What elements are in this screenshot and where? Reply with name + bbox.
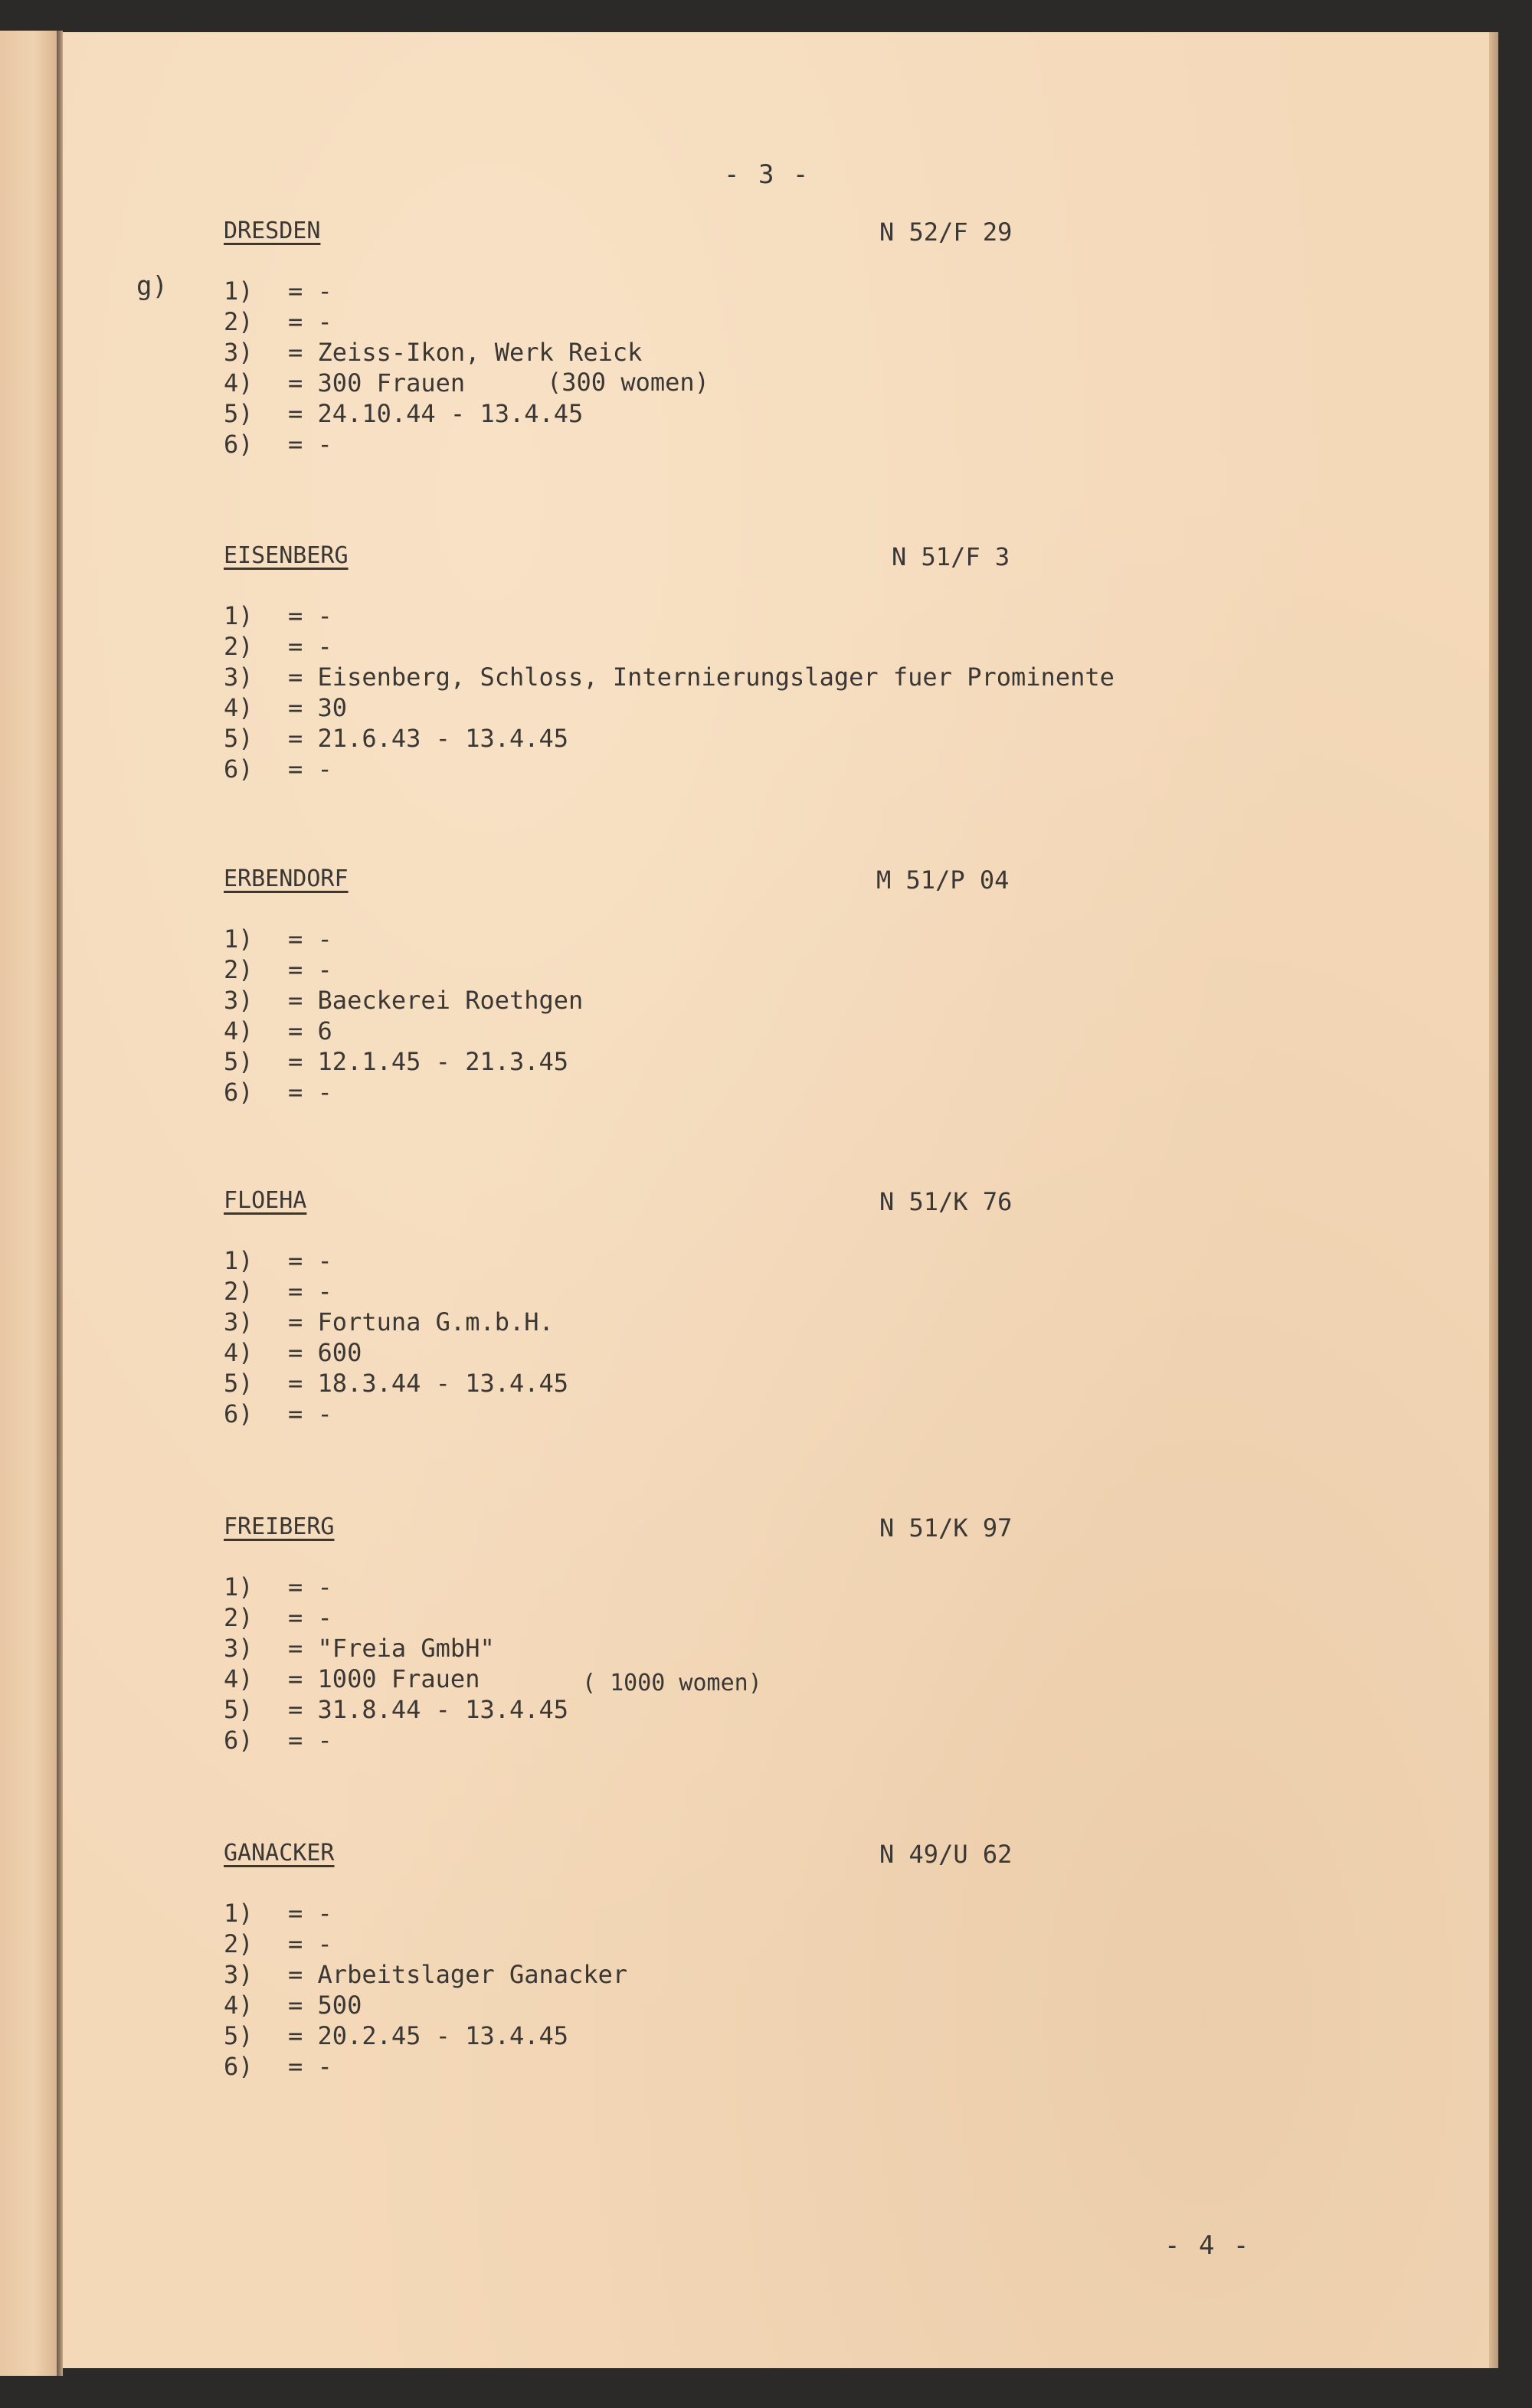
list-item: 1) = - [224, 1899, 332, 1928]
list-item: 4) = 600 [224, 1338, 362, 1367]
section-marker: g) [136, 271, 168, 302]
list-item: 3) = "Freia GmbH" [224, 1634, 495, 1663]
previous-page-edge [0, 31, 57, 2376]
list-item: 1) = - [224, 1246, 332, 1275]
item-list [224, 924, 583, 1107]
list-item: 6) = - [224, 1078, 332, 1107]
page-edge [1489, 32, 1498, 2368]
place-name: FREIBERG [224, 1513, 335, 1540]
list-item: 2) = - [224, 1277, 332, 1306]
item-list [224, 1245, 568, 1429]
list-item: 6) = - [224, 2052, 332, 2081]
translation-note: (300 women) [547, 368, 709, 397]
map-reference: N 51/F 3 [892, 542, 1010, 571]
list-item: 1) = - [224, 276, 332, 306]
list-item: 1) = - [224, 601, 332, 630]
list-item: 3) = Zeiss-Ikon, Werk Reick [224, 338, 643, 367]
map-reference: N 52/F 29 [879, 218, 1013, 247]
list-item: 6) = - [224, 754, 332, 784]
list-item: 6) = - [224, 430, 332, 459]
list-item: 3) = Eisenberg, Schloss, Internierungslager fuer Prominente [224, 663, 1115, 692]
list-item: 5) = 12.1.45 - 21.3.45 [224, 1047, 569, 1076]
list-item: 4) = 6 [224, 1016, 332, 1045]
page-number: - 3 - [724, 159, 810, 190]
catchword: - 4 - [1164, 2230, 1251, 2261]
list-item: 6) = - [224, 1726, 332, 1755]
place-name: FLOEHA [224, 1187, 307, 1214]
list-item: 4) = 30 [224, 693, 348, 722]
list-item: 6) = - [224, 1399, 332, 1428]
map-reference: N 51/K 97 [879, 1513, 1013, 1543]
list-item: 3) = Arbeitslager Ganacker [224, 1960, 628, 1989]
place-name: ERBENDORF [224, 865, 349, 892]
map-reference: N 49/U 62 [879, 1840, 1013, 1869]
place-name: EISENBERG [224, 542, 349, 569]
list-item: 4) = 500 [224, 1991, 362, 2020]
list-item: 2) = - [224, 1929, 332, 1958]
translation-note: ( 1000 women) [582, 1670, 762, 1696]
item-list [224, 600, 1115, 784]
list-item: 1) = - [224, 1572, 332, 1602]
list-item: 5) = 18.3.44 - 13.4.45 [224, 1369, 569, 1398]
item-list [224, 1572, 568, 1755]
place-name: GANACKER [224, 1840, 335, 1867]
place-name: DRESDEN [224, 218, 321, 244]
list-item: 2) = - [224, 307, 332, 336]
list-item: 4) = 1000 Frauen [224, 1664, 480, 1693]
list-item: 3) = Baeckerei Roethgen [224, 986, 584, 1015]
item-list [224, 1898, 627, 2082]
list-item: 3) = Fortuna G.m.b.H. [224, 1307, 554, 1337]
list-item: 2) = - [224, 955, 332, 984]
list-item: 5) = 21.6.43 - 13.4.45 [224, 724, 569, 753]
map-reference: N 51/K 76 [879, 1187, 1013, 1216]
list-item: 2) = - [224, 1603, 332, 1632]
list-item: 1) = - [224, 924, 332, 954]
list-item: 5) = 31.8.44 - 13.4.45 [224, 1695, 569, 1724]
book-spine [57, 31, 63, 2376]
list-item: 4) = 300 Frauen [224, 368, 466, 398]
list-item: 2) = - [224, 632, 332, 661]
map-reference: M 51/P 04 [876, 865, 1010, 895]
list-item: 5) = 24.10.44 - 13.4.45 [224, 399, 584, 428]
list-item: 5) = 20.2.45 - 13.4.45 [224, 2021, 569, 2050]
